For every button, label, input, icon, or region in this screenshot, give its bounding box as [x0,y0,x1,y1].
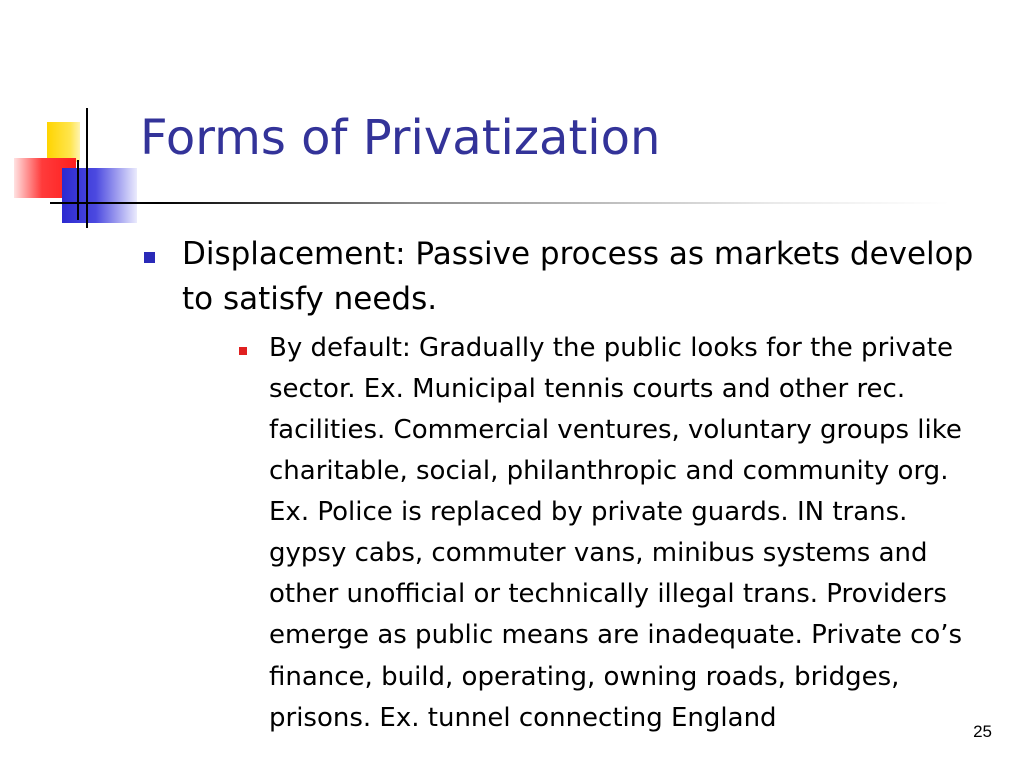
blue-square-decoration [62,168,137,223]
square-bullet-icon [144,252,155,263]
vertical-line-decoration-secondary [77,160,79,220]
decorative-logo-graphic [0,0,140,240]
slide-content [140,232,1000,739]
yellow-square-decoration [47,122,80,162]
square-sub-bullet-icon [239,347,247,355]
vertical-line-decoration [86,108,88,228]
title-underline-rule [50,202,950,204]
slide-title: Forms of Privatization [140,110,661,166]
bullet-text: Displacement: Passive process as markets develop to satisfy needs. [182,236,974,317]
sub-bullet-text: By default: Gradually the public looks for the private sector. Ex. Municipal tennis courts and other rec. facilities. Commercial ventures, voluntary groups like charitable, social, philanthropic and community org. Ex. Police is replaced by private guards. IN trans. gypsy cabs, commuter vans, minibus systems and other unofficial or technically illegal trans. Providers emerge as public means are inadequate. Private co’s finance, build, operating, owning roads, bridges, prisons. Ex. tunnel connecting England [269,332,963,733]
bullet-item [140,232,1000,739]
sub-bullet-item [228,328,989,739]
page-number: 25 [973,722,992,741]
